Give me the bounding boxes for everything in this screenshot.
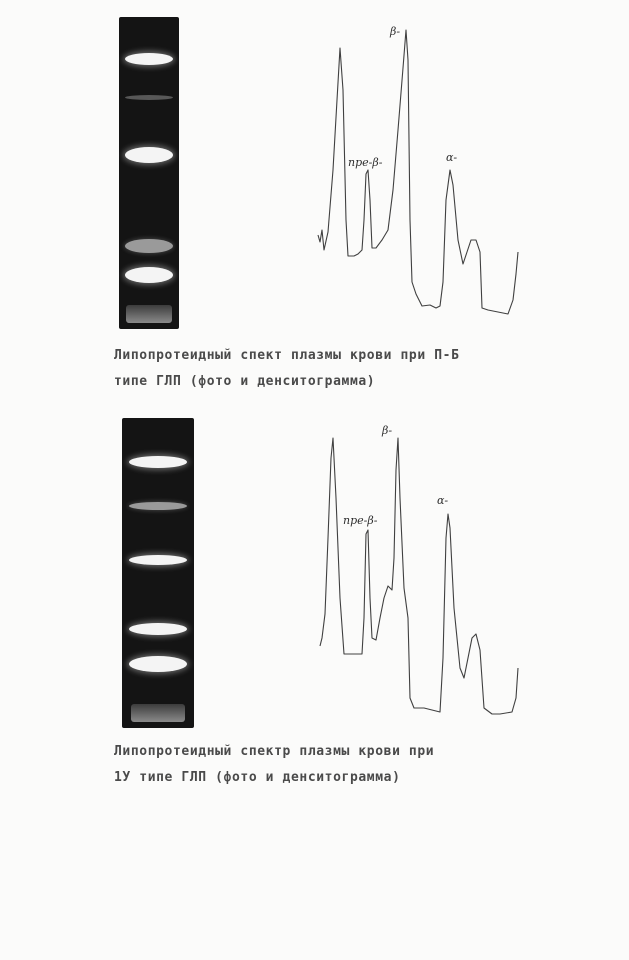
figure-caption-1 — [114, 343, 460, 395]
electrophoresis-photo-2 — [122, 418, 194, 728]
caption-line: 1У типе ГЛП (фото и денситограмма) — [114, 770, 401, 785]
densitogram-curve — [320, 438, 518, 714]
peak-label-pre-beta: пре-β- — [343, 514, 378, 527]
caption-line: типе ГЛП (фото и денситограмма) — [114, 374, 376, 389]
densitogram-2 — [300, 418, 530, 728]
peak-label-beta: β- — [390, 25, 401, 38]
electrophoresis-photo-1 — [119, 17, 179, 329]
caption-line: Липопротеидный спект плазмы крови при П-Б — [114, 348, 460, 363]
gel-band-faint — [129, 502, 187, 510]
peak-label-alpha: α- — [437, 494, 449, 507]
gel-band-faint — [125, 95, 173, 100]
gel-band-bottom — [129, 656, 187, 672]
gel-band-faint — [125, 239, 173, 253]
gel-band-bottom — [125, 267, 173, 283]
gel-band-middle — [129, 555, 187, 565]
gel-sample-well — [131, 704, 186, 722]
gel-band-lower — [129, 623, 187, 635]
peak-label-beta: β- — [382, 424, 393, 437]
gel-band-middle — [125, 147, 173, 163]
densitogram-1 — [300, 20, 530, 330]
gel-band-top — [129, 456, 187, 468]
gel-band-top — [125, 53, 173, 65]
densitogram-curve — [318, 30, 518, 314]
caption-line: Липопротеидный спектр плазмы крови при — [114, 744, 435, 759]
peak-label-alpha: α- — [446, 151, 458, 164]
gel-sample-well — [126, 305, 172, 323]
peak-label-pre-beta: пре-β- — [348, 156, 383, 169]
figure-caption-2 — [114, 739, 434, 791]
